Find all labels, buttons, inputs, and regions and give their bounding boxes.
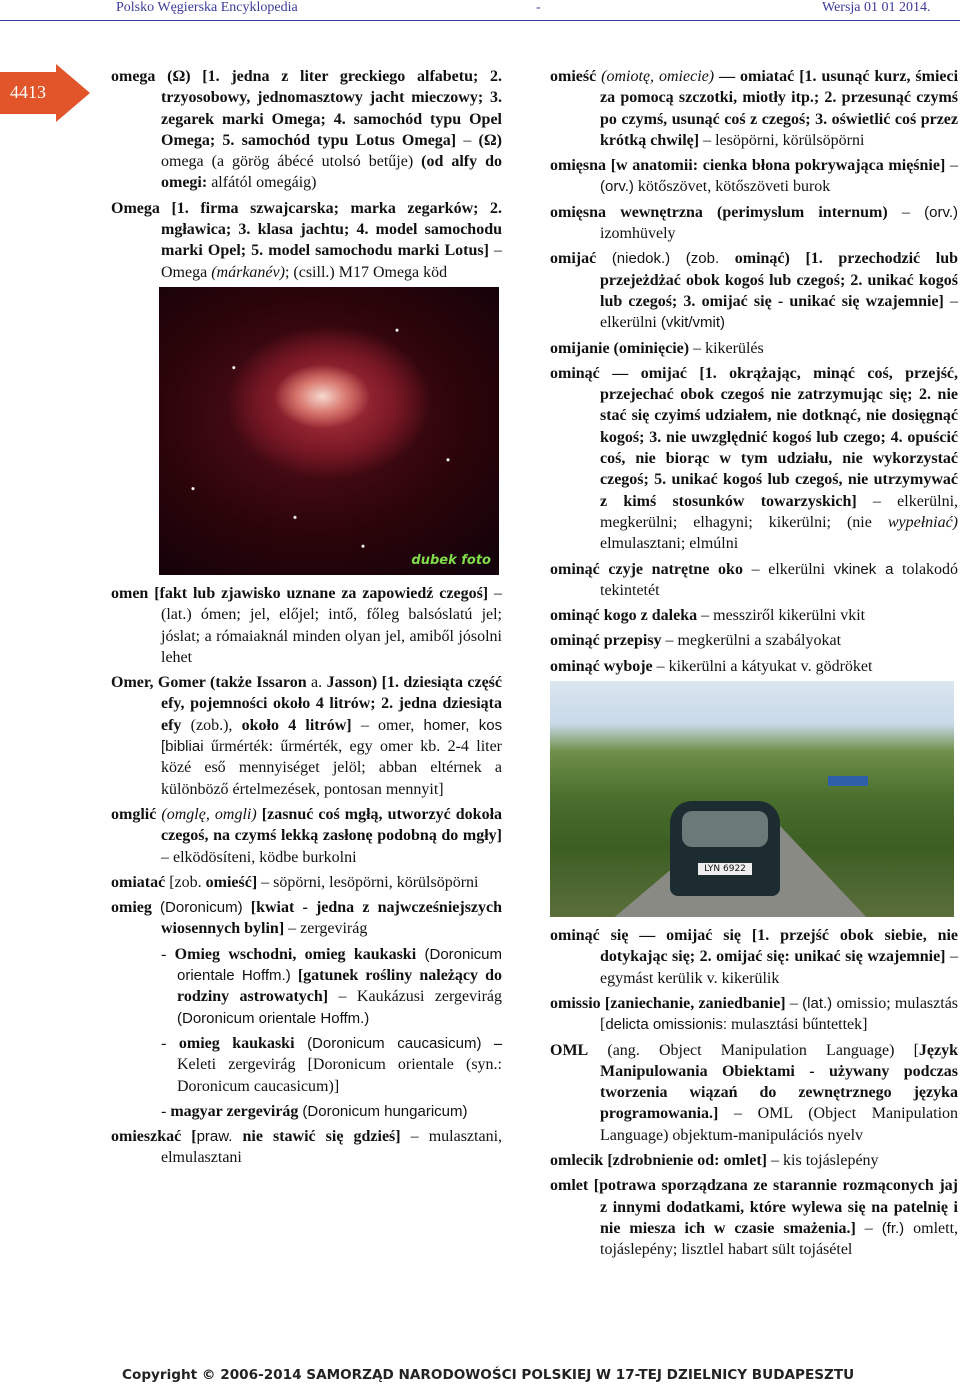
road-car-photo xyxy=(550,681,954,917)
entry-omen: omen [fakt lub zjawisko uznane za zapowiedź czegoś] – (lat.) ómen; jel, előjel; intő, főleg balsóslatú jel; jóslat; a rómaiaknál minden olyan jel, amiből jósolni lehet xyxy=(111,584,503,666)
entry-omiatac: omiatać [zob. omieść] – söpörni, lesöpörni, körülsöpörni xyxy=(111,873,479,891)
copyright-text: Copyright © 2006-2014 SAMORZĄD NARODOWOŚCI POLSKIEJ W 17-TEJ DZIELNICY BUDAPESZTU xyxy=(122,1367,855,1383)
car-window xyxy=(682,811,768,847)
entry-head: omglić xyxy=(111,805,157,823)
page-header xyxy=(0,0,960,18)
entry-omlecik: omlecik [zdrobnienie od: omlet] – kis tojáslepény xyxy=(550,1151,879,1169)
entry-head: omieszkać xyxy=(111,1128,182,1146)
header-title: Polsko Węgierska Encyklopedia xyxy=(116,0,298,15)
entry-head: omlet xyxy=(550,1177,589,1195)
entry-ominac-przepisy: ominąć przepisy – megkerülni a szabályokat xyxy=(550,632,842,650)
entry-head: omijać xyxy=(550,250,597,268)
entry-head: omissio [zaniechanie, zaniedbanie] xyxy=(550,994,786,1012)
entry-omiesc: omieść (omiotę, omiecie) — omiatać [1. usunąć kurz, śmieci za pomocą szczotki, miotły itp.; 2. przesunąć czymś po czymś, usunąć coś z czegoś; 3. oświetlić coś przez krótką chwilę] – lesöpörni, körülsöpörni xyxy=(550,68,959,149)
header-version: Wersja 01 01 2014. xyxy=(822,0,931,15)
entry-omissio: omissio [zaniechanie, zaniedbanie] – (lat.) omissio; mulasztás [delicta omissionis: mulasztási bűntettek] xyxy=(550,994,959,1034)
entry-omieszkac: omieszkać [praw. nie stawić się gdzieś] – mulasztani, elmulasztani xyxy=(111,1128,503,1167)
entry-head: ominąć xyxy=(550,364,600,382)
entry-head: omięsna wewnętrzna (perimyslum internum) xyxy=(550,203,888,221)
car-plate: LYN 6922 xyxy=(698,863,752,875)
entry-omglic: omglić (omglę, omgli) [zasnuć coś mgłą, utworzyć dokoła czegoś, na czymś lekką zasłonę podobną do mgły] – elködösíteni, ködbe burkolni xyxy=(111,805,503,866)
entry-omiesna: omięsna [w anatomii: cienka błona pokrywająca mięśnie] – (orv.) kötőszövet, kötőszöveti burok xyxy=(550,157,958,196)
entry-head: omiatać xyxy=(111,873,166,891)
right-column xyxy=(550,66,958,1264)
entry-head: omieść xyxy=(550,68,597,85)
left-column xyxy=(111,66,502,1173)
entry-omijac: omijać (niedok.) (zob. ominąć) [1. przechodzić lub przejeżdżać obok kogoś lub czegoś; 2. unikać kogoś lub czegoś; 3. omijać się - unikać się wzajemnie] – elkerülni (vkit/vmit) xyxy=(550,250,959,332)
entry-omer: Omer, Gomer (także Issaron a. Jasson) [1. dziesiąta część efy, pojemności około 4 litrów; 2. jedna dziesiąta efy (zob.), około 4 litrów] – omer, homer, kos [bibliai űrmérték: űrmérték, egy omer kb. 2-4 liter közé eső mennyiséget jelöl; abban eltérnek a különböző értelmezések, pontosan mennyit] xyxy=(111,674,503,798)
entry-head: Omer, Gomer (także Issaron xyxy=(111,674,307,692)
entry-head: omieg xyxy=(111,899,152,917)
entry-head: ominąć czyje natrętne oko xyxy=(550,560,743,578)
entry-head: ominąć przepisy xyxy=(550,632,662,650)
entry-ominac: ominąć — omijać [1. okrążając, minąć coś, przejść, przejechać obok czegoś nie zatrzymując się; 2. nie stać się czyimś udziałem, nie dotknąć, nie dosięgnąć kogoś; 3. nie uwzględnić kogoś lub czego; 4. opuścić coś, nie biorąc w tym udziału, nie wykorzystać czegoś; 5. unikać kogoś lub czegoś, nie utrzymywać z kimś stosunków towarzyskich] – elkerülni, megkerülni; elhagyni; kikerülni; (nie wypełniać) elmulasztani; elmúlni xyxy=(550,364,959,553)
entry-head: Omega xyxy=(111,199,160,217)
entry-ominac-z-daleka: ominąć kogo z daleka – messziről kikerülni vkit xyxy=(550,607,866,625)
subentry-magyar-zergevirag: - magyar zergevirág (Doronicum hungaricum) xyxy=(161,1102,468,1120)
subentry-omieg-wschodni: - Omieg wschodni, omieg kaukaski (Doronicum orientale Hoffm.) [gatunek rośliny należący do rodziny astrowatych] – Kaukázusi zergevirág (Doronicum orientale Hoffm.) xyxy=(161,945,503,1027)
entry-head: ominąć wyboje xyxy=(550,657,653,675)
photo-watermark: dubek foto xyxy=(411,552,491,568)
entry-omieg: omieg (Doronicum) [kwiat - jedna z najwcześniejszych wiosennych bylin] – zergevirág xyxy=(111,899,503,938)
entry-ominac-sie: ominąć się — omijać się [1. przejść obok siebie, nie dotykając się; 2. omijać się: unikać się wzajemnie] – egymást kerülik v. kikerülik xyxy=(550,927,959,987)
entry-head: ominąć się xyxy=(550,927,629,945)
entry-head: omijanie (ominięcie) xyxy=(550,339,690,357)
entry-head: omen xyxy=(111,584,149,602)
entry-head: omięsna [w anatomii: cienka błona pokrywająca mięśnie] xyxy=(550,157,946,175)
header-separator: - xyxy=(536,0,541,15)
page-footer xyxy=(0,1366,960,1386)
entry-head: omega (Ω) xyxy=(111,68,191,85)
car-shape xyxy=(670,801,780,896)
entry-omijanie: omijanie (ominięcie) – kikerülés xyxy=(550,339,764,357)
page-number-badge xyxy=(0,64,90,122)
entry-head: OML xyxy=(550,1041,589,1059)
road-sign xyxy=(828,776,868,786)
header-rule xyxy=(0,20,960,21)
page-number: 4413 xyxy=(10,82,46,102)
entry-ominac-wyboje: ominąć wyboje – kikerülni a kátyukat v. gödröket xyxy=(550,657,873,675)
nebula-photo xyxy=(159,287,499,575)
entry-omlet: omlet [potrawa sporządzana ze starannie rozmąconych jaj z innymi dodatkami, które wylewa się na patelnię i nie miesza ich w czasie smażenia.] – (fr.) omlett, tojáslepény; lisztlel habart sült tojásétel xyxy=(550,1177,959,1259)
entry-head: omlecik [zdrobnienie od: omlet] xyxy=(550,1151,768,1169)
entry-head: ominąć kogo z daleka xyxy=(550,607,698,625)
entry-omega-brand: Omega [1. firma szwajcarska; marka zegarków; 2. mgławica; 3. klasa jachtu; 4. model samochodu marki Opel; 5. model samochodu marki Lotus] – Omega (márkanév); (csill.) M17 Omega köd xyxy=(111,199,503,281)
entry-oml: OML (ang. Object Manipulation Language) [Język Manipulowania Obiektami - używany podczas tworzenia wiązań do zewnętrznego języka programowania.] – OML (Object Manipulation Language) objektum-manipulációs nyelv xyxy=(550,1041,959,1144)
entry-ominac-oko: ominąć czyje natrętne oko – elkerülni vkinek a tolakodó tekintetét xyxy=(550,560,959,599)
entry-omiesna-wewnetrzna: omięsna wewnętrzna (perimyslum internum) – (orv.) izomhüvely xyxy=(550,203,959,243)
subentry-omieg-kaukaski: - omieg kaukaski (Doronicum caucasicum) – Keleti zergevirág [Doronicum orientale (syn.: Doronicum caucasicum)] xyxy=(161,1034,503,1095)
entry-omega: omega (Ω) [1. jedna z liter greckiego alfabetu; 2. trzyosobowy, jednomasztowy jacht mieczowy; 3. zegarek marki Omega; 4. samochód typu Opel Omega; 5. samochód typu Lotus Omega] – (Ω) omega (a görög ábécé utolsó betűje) (od alfy do omegi: alfától omegáig) xyxy=(111,68,503,192)
